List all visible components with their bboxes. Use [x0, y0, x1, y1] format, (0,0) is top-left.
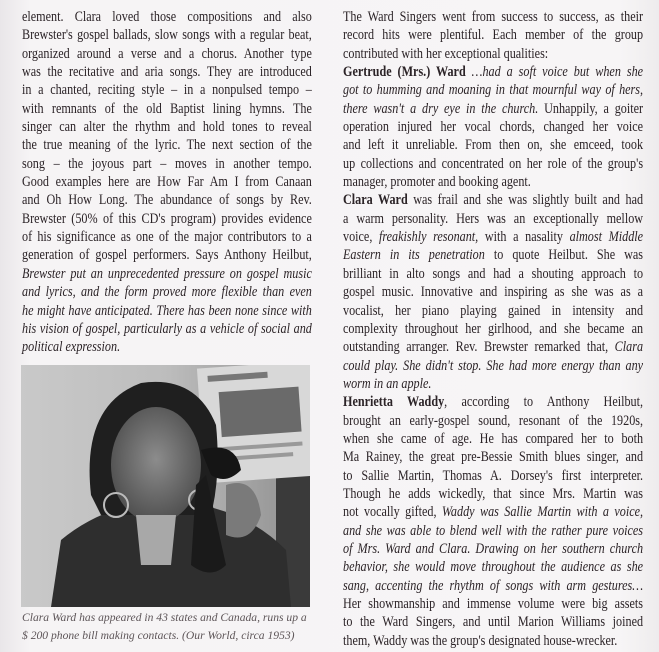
- text-run: brilliant in alto songs and had a shouting approach to: [343, 265, 644, 282]
- text-run: a warm personality. Hers was an exceptionally mellow: [343, 210, 644, 227]
- italic-quote: …had a soft voice but when she: [471, 64, 644, 81]
- text-run: Brewster (50% of this CD's program) provides evidence: [22, 210, 312, 227]
- italic-quote: and lyrics, and the form proved more flexible than even: [22, 284, 312, 301]
- text-run: the true meaning of the lyric. The next section of the: [22, 137, 312, 154]
- paragraph: [343, 63, 643, 191]
- text-line: [22, 118, 312, 136]
- text-run: manager, promoter and booking agent.: [343, 174, 531, 191]
- italic-quote: could play. She didn't stop. She had more energy than any: [343, 357, 644, 374]
- text-line: [343, 173, 643, 191]
- text-run: song – the joyous part – moves in another tempo.: [22, 155, 312, 172]
- text-line: [343, 540, 643, 558]
- text-run: , according to Anthony Heilbut,: [444, 394, 644, 411]
- text-line: [22, 63, 312, 81]
- right-text-column: [343, 8, 643, 650]
- text-line: [343, 191, 643, 209]
- text-run: with remnants of the old Baptist lining hymns. The: [22, 100, 312, 117]
- text-line: [22, 100, 312, 118]
- italic-quote: political expression.: [22, 339, 121, 356]
- text-run: Good examples here are How Far Am I from Canaan: [22, 174, 312, 191]
- paragraph: [22, 8, 312, 357]
- text-run: element. Clara loved those compositions and also: [22, 9, 312, 25]
- left-text-column: [22, 8, 312, 357]
- text-line: [343, 228, 643, 246]
- text-line: [343, 558, 643, 576]
- text-line: [343, 246, 643, 264]
- text-line: [343, 136, 643, 154]
- italic-quote: behavior, she would move throughout the audience as she: [343, 559, 644, 576]
- text-line: [343, 412, 643, 430]
- text-run: was the recitative and aria songs. They are introduced: [22, 64, 312, 81]
- text-line: [22, 45, 312, 63]
- italic-quote: got to humming and moaning in that mournful way of hers,: [343, 82, 644, 99]
- text-run: Brewster's gospel ballads, slow songs with a regular beat,: [22, 27, 312, 44]
- caption-line: $ 200 phone bill making contacts. (Our World, circa 1953): [22, 629, 295, 642]
- text-line: [343, 81, 643, 99]
- text-line: [343, 375, 643, 393]
- text-run: singer can alter the rhythm and hold tones to reveal: [22, 119, 312, 136]
- text-line: [343, 393, 643, 411]
- text-run: up collections and concentrated on her role of the group's: [343, 155, 644, 172]
- text-line: [22, 8, 312, 26]
- text-line: [343, 45, 643, 63]
- text-line: [22, 26, 312, 44]
- text-run: and Oh How Long. The abundance of songs by Rev.: [22, 192, 312, 209]
- text-line: [22, 210, 312, 228]
- italic-quote: worm in an apple.: [343, 375, 432, 392]
- text-line: [343, 63, 643, 81]
- text-line: [343, 467, 643, 485]
- text-run: contributed with her exceptional qualities:: [343, 45, 549, 62]
- text-run: Her showmanship and immense volume were big assets: [343, 596, 644, 612]
- text-run: was frail and she was slightly built and had: [407, 192, 644, 209]
- text-run: them, Waddy was the group's designated house-wrecker.: [343, 632, 618, 649]
- text-line: [22, 191, 312, 209]
- text-line: [22, 81, 312, 99]
- text-run: outstanding arranger. Rev. Brewster remarked that,: [343, 339, 615, 356]
- photo-image: [21, 365, 310, 607]
- italic-quote: Clara: [614, 339, 644, 356]
- paragraph: [343, 191, 643, 393]
- text-line: [343, 320, 643, 338]
- text-run: Unhappily, a goiter: [538, 100, 644, 117]
- text-run: to quote Heilbut. She was: [484, 247, 644, 264]
- text-run: in a chanted, reciting style – in a nonpulsed tempo –: [22, 82, 312, 99]
- text-run: record hits were plentiful. Each member of the group: [343, 27, 644, 44]
- text-run: when she came of age. He has compared her to both: [343, 430, 644, 447]
- text-run: not vocally gifted,: [343, 504, 442, 521]
- text-run: The Ward Singers went from success to success, as their: [343, 9, 644, 25]
- paragraph: [343, 393, 643, 650]
- text-run: gospel music. Innovative and inspiring as she was as a: [343, 284, 644, 301]
- text-run: complexity throughout her girlhood, and she became an: [343, 320, 644, 337]
- text-line: [22, 320, 312, 338]
- italic-quote: his vision of gospel, particularly as a vehicle of social and: [22, 320, 312, 337]
- italic-quote: Waddy was Sallie Martin with a voice,: [441, 504, 644, 521]
- text-run: of his significance as one of the major contributors to a: [22, 229, 312, 246]
- text-run: to Sallie Martin, Thomas A. Dorsey's first interpreter.: [343, 467, 644, 484]
- text-line: [343, 613, 643, 631]
- photo-caption: [22, 609, 322, 645]
- bold-name: Henrietta Waddy: [343, 394, 445, 411]
- text-line: [343, 118, 643, 136]
- text-line: [22, 228, 312, 246]
- text-run: vocalist, her piano playing gained in intensity and: [343, 302, 644, 319]
- italic-quote: he might have anticipated. There has been none since with: [22, 302, 312, 319]
- italic-quote: Eastern in its penetration: [343, 247, 485, 264]
- text-line: [343, 8, 643, 26]
- text-run: with a nasality: [478, 229, 570, 246]
- text-run: Ma Rainey, the great pre-Bessie Smith blues singer, and: [343, 449, 644, 466]
- italic-quote: sang, accenting the rhythm of songs with arm gestures…: [343, 577, 644, 594]
- italic-quote: of Mrs. Ward and Clara. Drawing on her southern church: [343, 540, 644, 557]
- text-line: [343, 577, 643, 595]
- text-run: organized around a verse and a chorus. Another type: [22, 45, 312, 62]
- text-line: [343, 448, 643, 466]
- caption-line: Clara Ward has appeared in 43 states and Canada, runs up a: [22, 611, 307, 624]
- italic-quote: there wasn't a dry eye in the church.: [343, 100, 539, 117]
- bold-name: Clara Ward: [343, 192, 408, 209]
- text-line: [343, 26, 643, 44]
- text-run: brought an early-gospel sound, resonant of the 1920s,: [343, 412, 644, 429]
- text-line: [343, 430, 643, 448]
- text-line: [22, 246, 312, 264]
- text-line: [22, 265, 312, 283]
- text-line: [343, 155, 643, 173]
- text-line: [343, 265, 643, 283]
- text-run: generation of gospel performers. Says Anthony Heilbut,: [22, 247, 312, 264]
- text-run: and left it unreliable. From then on, she emceed, took: [343, 137, 644, 154]
- text-line: [343, 503, 643, 521]
- text-line: [343, 632, 643, 650]
- text-line: [22, 302, 312, 320]
- text-line: [22, 338, 312, 356]
- photo-clara-ward-on-phone: [21, 365, 310, 607]
- text-line: [22, 173, 312, 191]
- text-line: [22, 283, 312, 301]
- text-line: [22, 136, 312, 154]
- text-run: to the Ward Singers, and until Marion Williams joined: [343, 614, 644, 631]
- text-line: [343, 522, 643, 540]
- text-run: operation injured her vocal chords, changed her voice: [343, 119, 644, 136]
- italic-quote: and she was able to blend well with the rather pure voices: [343, 522, 644, 539]
- italic-quote: almost Middle: [569, 229, 644, 246]
- paragraph: [343, 8, 643, 63]
- text-line: [343, 283, 643, 301]
- text-run: voice,: [343, 229, 379, 246]
- bold-name: Gertrude (Mrs.) Ward: [343, 64, 466, 81]
- text-run: Though he adds wickedly, that since Mrs. Martin was: [343, 485, 644, 502]
- text-line: [343, 100, 643, 118]
- text-line: [343, 485, 643, 503]
- text-line: [343, 210, 643, 228]
- italic-quote: Brewster put an unprecedented pressure on gospel music: [22, 265, 312, 282]
- italic-quote: freakishly resonant,: [378, 229, 479, 246]
- text-line: [22, 155, 312, 173]
- text-line: [343, 302, 643, 320]
- text-line: [343, 595, 643, 613]
- text-line: [343, 357, 643, 375]
- text-line: [343, 338, 643, 356]
